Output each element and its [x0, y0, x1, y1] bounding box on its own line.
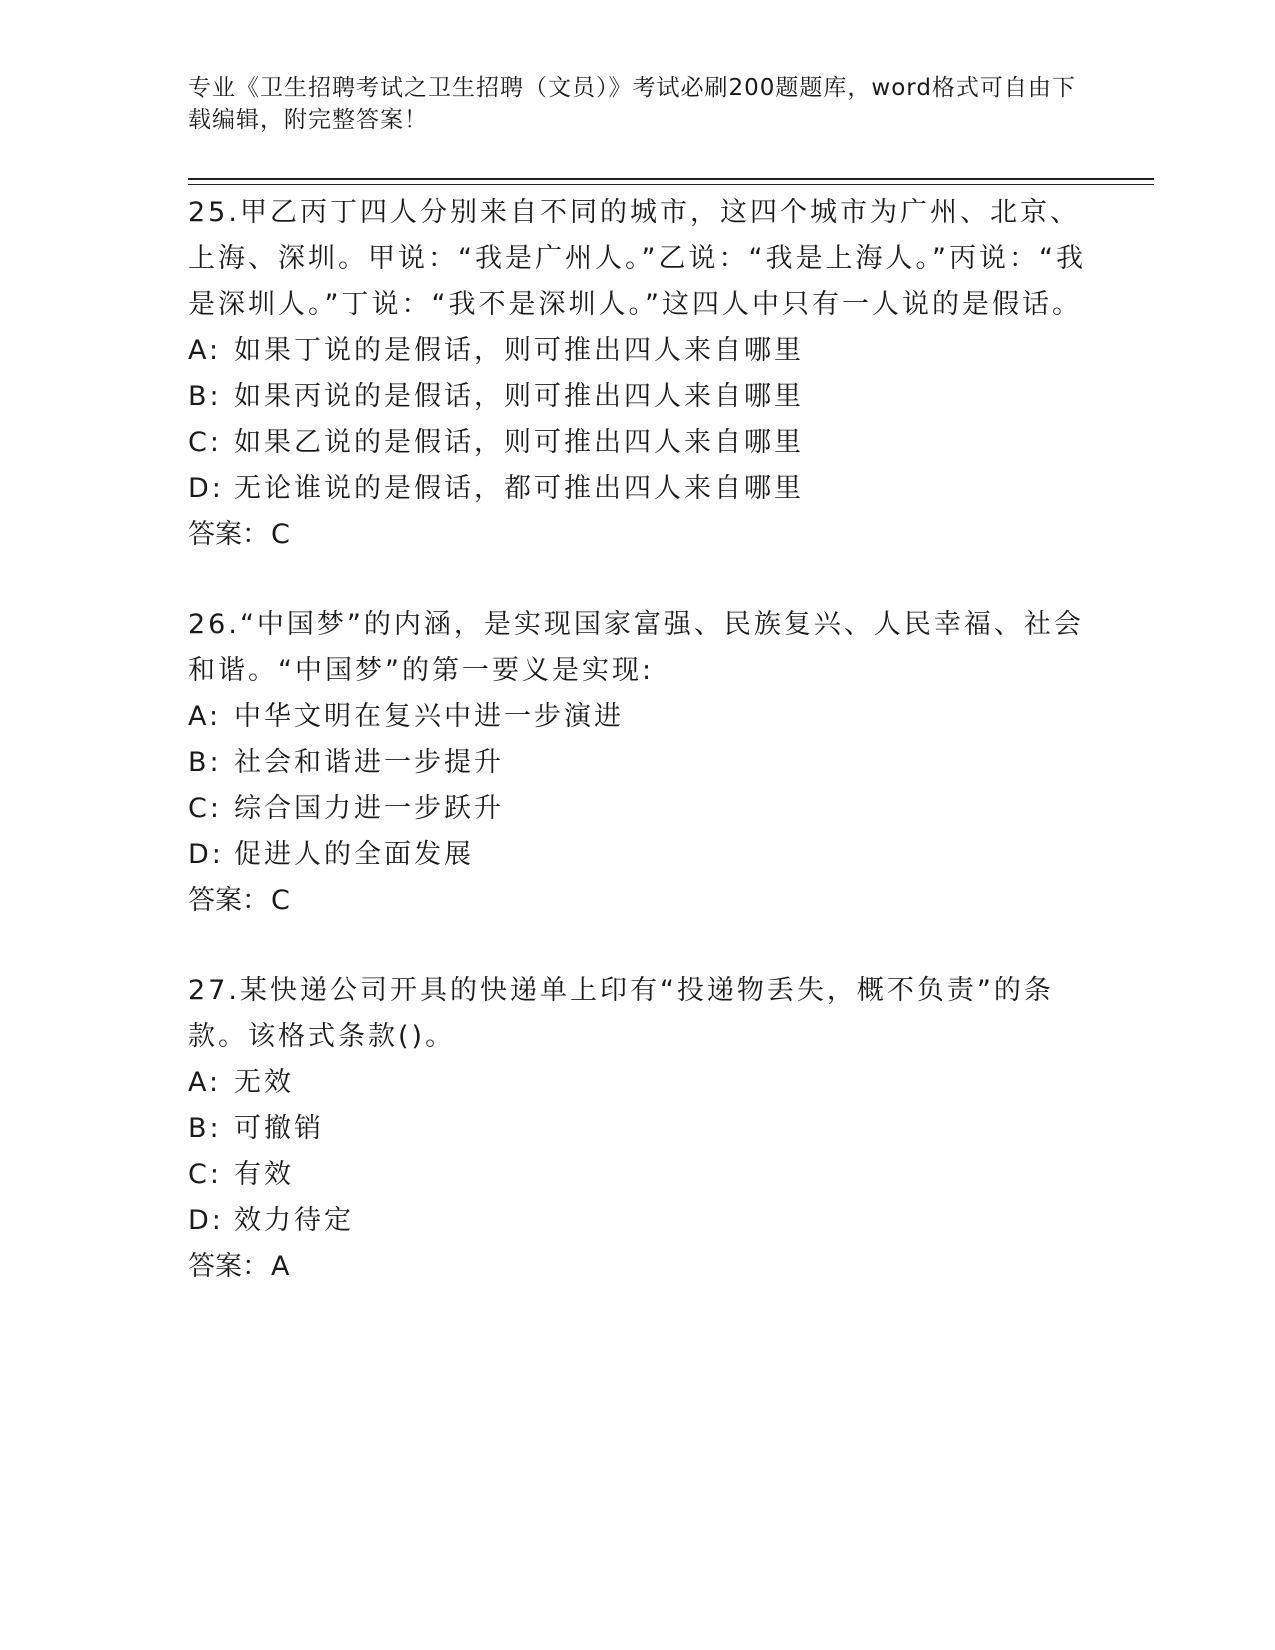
- option-text: 如果丁说的是假话，则可推出四人来自哪里: [234, 335, 804, 366]
- option-text: 促进人的全面发展: [234, 839, 474, 870]
- option-text: 中华文明在复兴中进一步演进: [234, 701, 624, 732]
- option-text: 如果乙说的是假话，则可推出四人来自哪里: [234, 427, 804, 458]
- option-text: 有效: [234, 1159, 294, 1190]
- answer-line: [188, 512, 1088, 558]
- answer-label: 答案：: [188, 519, 269, 550]
- answer-label: 答案：: [188, 885, 269, 916]
- option-text: 可撤销: [234, 1113, 324, 1144]
- option-a: [188, 328, 1088, 374]
- header-divider: [188, 178, 1154, 180]
- option-text: 效力待定: [234, 1205, 354, 1236]
- answer-label: 答案：: [188, 1251, 269, 1282]
- option-text: 无效: [234, 1067, 294, 1098]
- option-b: [188, 740, 1088, 786]
- answer-line: [188, 1244, 1088, 1290]
- question-25: [188, 190, 1088, 558]
- answer-value: A: [271, 1251, 290, 1282]
- option-a: [188, 694, 1088, 740]
- option-text: 无论谁说的是假话，都可推出四人来自哪里: [234, 473, 804, 504]
- option-c: [188, 1152, 1088, 1198]
- option-letter: B:: [188, 381, 222, 412]
- answer-value: C: [271, 519, 290, 550]
- option-b: [188, 374, 1088, 420]
- question-27: [188, 968, 1088, 1290]
- option-letter: D:: [188, 473, 224, 504]
- option-letter: D:: [188, 1205, 224, 1236]
- question-stem: 27.某快递公司开具的快递单上印有“投递物丢失，概不负责”的条款。该格式条款()。: [188, 975, 1054, 1052]
- option-text: 如果丙说的是假话，则可推出四人来自哪里: [234, 381, 804, 412]
- option-letter: B:: [188, 747, 222, 778]
- answer-value: C: [271, 885, 290, 916]
- option-letter: A:: [188, 1067, 222, 1098]
- option-d: [188, 1198, 1088, 1244]
- option-list: [188, 694, 1088, 878]
- question-26: [188, 602, 1088, 924]
- option-letter: A:: [188, 701, 222, 732]
- question-list: [188, 190, 1088, 1334]
- option-letter: C:: [188, 1159, 222, 1190]
- option-text: 综合国力进一步跃升: [234, 793, 504, 824]
- header-divider-thin: [188, 184, 1154, 185]
- option-letter: C:: [188, 427, 222, 458]
- option-d: [188, 466, 1088, 512]
- option-letter: B:: [188, 1113, 222, 1144]
- option-c: [188, 786, 1088, 832]
- question-stem: 25.甲乙丙丁四人分别来自不同的城市，这四个城市为广州、北京、上海、深圳。甲说：“我是广州人。”乙说：“我是上海人。”丙说：“我是深圳人。”丁说：“我不是深圳人。”这四人中只有一人说的是假话。: [188, 197, 1086, 320]
- option-text: 社会和谐进一步提升: [234, 747, 504, 778]
- question-stem: 26.“中国梦”的内涵，是实现国家富强、民族复兴、人民幸福、社会和谐。“中国梦”的第一要义是实现:: [188, 609, 1084, 686]
- option-list: [188, 1060, 1088, 1244]
- page-header: 专业《卫生招聘考试之卫生招聘（文员）》考试必刷200题题库，word格式可自由下载编辑，附完整答案！: [188, 75, 1076, 133]
- option-letter: D:: [188, 839, 224, 870]
- option-letter: A:: [188, 335, 222, 366]
- option-a: [188, 1060, 1088, 1106]
- answer-line: [188, 878, 1088, 924]
- option-d: [188, 832, 1088, 878]
- option-list: [188, 328, 1088, 512]
- option-c: [188, 420, 1088, 466]
- option-letter: C:: [188, 793, 222, 824]
- option-b: [188, 1106, 1088, 1152]
